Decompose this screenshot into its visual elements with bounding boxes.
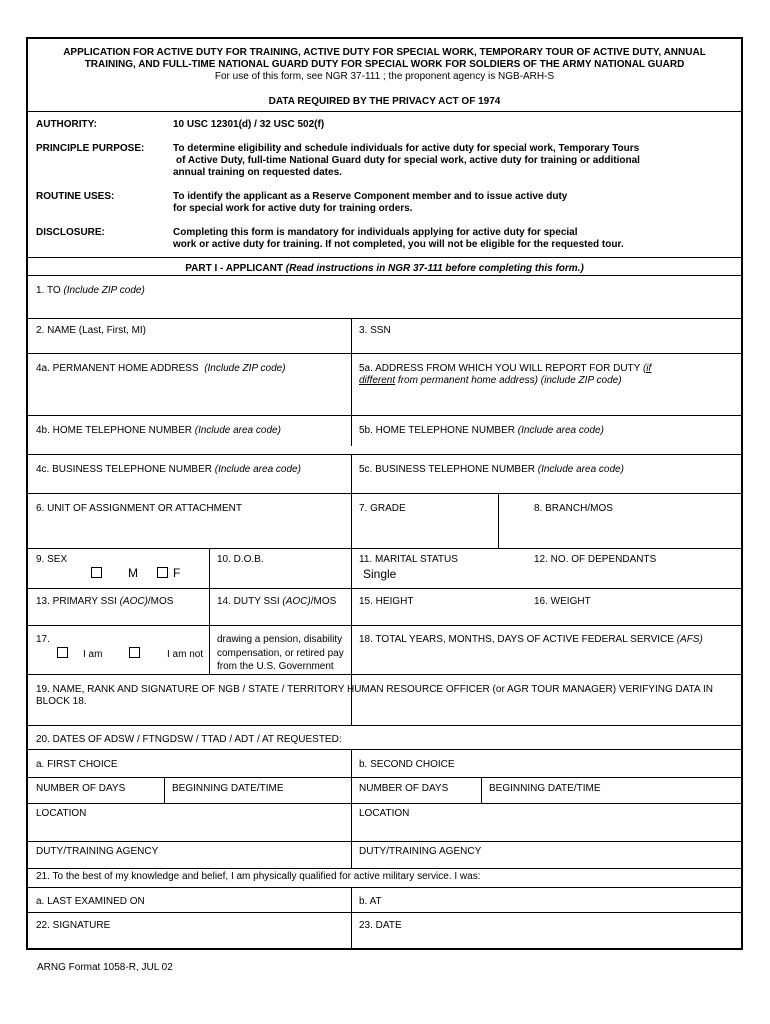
pension-text-line3: from the U.S. Government (217, 661, 334, 672)
sex-f-label: F (173, 566, 181, 580)
grade-field[interactable]: 7. GRADE (359, 503, 406, 514)
business-phone-2-field[interactable]: 5c. BUSINESS TELEPHONE NUMBER (Include area code) (359, 464, 624, 475)
branch-mos-field[interactable]: 8. BRANCH/MOS (534, 503, 613, 514)
part1-heading: PART I - APPLICANT (Read instructions in NGR 37-111 before completing this form.) (185, 263, 584, 274)
last-examined-field[interactable]: a. LAST EXAMINED ON (36, 896, 145, 907)
purpose-text-line2: of Active Duty, full-time National Guard duty for special work, active duty for training or additional (176, 155, 640, 166)
business-phone-field[interactable]: 4c. BUSINESS TELEPHONE NUMBER (Include area code) (36, 464, 301, 475)
home-phone-field[interactable]: 4b. HOME TELEPHONE NUMBER (Include area code) (36, 425, 281, 436)
sex-f-checkbox[interactable] (157, 567, 168, 578)
report-address-field[interactable]: 5a. ADDRESS FROM WHICH YOU WILL REPORT FOR DUTY (if (359, 363, 652, 374)
disclosure-label: DISCLOSURE: (36, 227, 105, 238)
routine-text-line1: To identify the applicant as a Reserve Component member and to issue active duty (173, 191, 568, 202)
report-address-note: different from permanent home address) (include ZIP code) (359, 375, 622, 386)
ssn-field[interactable]: 3. SSN (359, 325, 391, 336)
weight-field[interactable]: 16. WEIGHT (534, 596, 591, 607)
ngb-officer-field[interactable]: 19. NAME, RANK AND SIGNATURE OF NGB / STATE / TERRITORY HUMAN RESOURCE OFFICER (or AGR TOUR MANAGER) VERIFYING DATA IN (36, 684, 713, 695)
marital-status-value[interactable]: Single (363, 567, 397, 581)
ngb-officer-field-line2: BLOCK 18. (36, 696, 87, 707)
first-choice-label: a. FIRST CHOICE (36, 759, 118, 770)
authority-label: AUTHORITY: (36, 119, 97, 130)
purpose-text-line1: To determine eligibility and schedule individuals for active duty for special work, Temporary Tours (173, 143, 640, 154)
privacy-heading: DATA REQUIRED BY THE PRIVACY ACT OF 1974 (268, 96, 501, 107)
pension-text-line2: compensation, or retired pay (217, 648, 344, 659)
date-field[interactable]: 23. DATE (359, 920, 402, 931)
number-of-days-1-field[interactable]: NUMBER OF DAYS (36, 783, 126, 794)
marital-status-label: 11. MARITAL STATUS (359, 554, 458, 565)
number-of-days-2-field[interactable]: NUMBER OF DAYS (359, 783, 449, 794)
routine-label: ROUTINE USES: (36, 191, 115, 202)
form-title-line1: APPLICATION FOR ACTIVE DUTY FOR TRAINING, ACTIVE DUTY FOR SPECIAL WORK, TEMPORARY TOUR OF ACTIVE DUTY, ANNUAL (63, 47, 706, 58)
agency-2-field[interactable]: DUTY/TRAINING AGENCY (359, 846, 482, 857)
dob-field[interactable]: 10. D.O.B. (217, 554, 264, 565)
q17-label: 17. (36, 634, 50, 645)
sex-m-checkbox[interactable] (91, 567, 102, 578)
beginning-date-2-field[interactable]: BEGINNING DATE/TIME (489, 783, 601, 794)
disclosure-text-line2: work or active duty for training. If not completed, you will not be eligible for the requested tour. (173, 239, 624, 250)
dependants-field[interactable]: 12. NO. OF DEPENDANTS (534, 554, 657, 565)
i-am-not-checkbox[interactable] (129, 647, 140, 658)
divider (28, 111, 741, 112)
location-1-field[interactable]: LOCATION (36, 808, 87, 819)
sex-m-label: M (128, 566, 138, 580)
dates-requested-label: 20. DATES OF ADSW / FTNGDSW / TTAD / ADT / AT REQUESTED: (36, 734, 342, 745)
pension-text-line1: drawing a pension, disability (217, 634, 343, 645)
routine-text-line2: for special work for active duty for training orders. (173, 203, 413, 214)
name-field[interactable]: 2. NAME (Last, First, MI) (36, 325, 147, 336)
height-field[interactable]: 15. HEIGHT (359, 596, 414, 607)
i-am-not-label: I am not (167, 649, 204, 660)
beginning-date-1-field[interactable]: BEGINNING DATE/TIME (172, 783, 284, 794)
to-field[interactable]: 1. TO (Include ZIP code) (36, 285, 145, 296)
form-number: ARNG Format 1058-R, JUL 02 (37, 962, 173, 973)
form-subtitle: For use of this form, see NGR 37-111 ; the proponent agency is NGB-ARH-S (214, 71, 555, 82)
permanent-address-field[interactable]: 4a. PERMANENT HOME ADDRESS (Include ZIP code) (36, 363, 286, 374)
duty-ssi-field[interactable]: 14. DUTY SSI (AOC)/MOS (217, 596, 337, 607)
form-title-line2: TRAINING, AND FULL-TIME NATIONAL GUARD DUTY FOR SPECIAL WORK FOR SOLDIERS OF THE ARMY NATIONAL GUARD (84, 59, 685, 70)
sex-label: 9. SEX (36, 554, 68, 565)
i-am-label: I am (83, 649, 103, 660)
primary-ssi-field[interactable]: 13. PRIMARY SSI (AOC)/MOS (36, 596, 174, 607)
disclosure-text-line1: Completing this form is mandatory for individuals applying for active duty for special (173, 227, 578, 238)
physical-qualification-statement: 21. To the best of my knowledge and belief, I am physically qualified for active military service. I was: (36, 871, 481, 882)
second-choice-label: b. SECOND CHOICE (359, 759, 455, 770)
home-phone-2-field[interactable]: 5b. HOME TELEPHONE NUMBER (Include area code) (359, 425, 604, 436)
examined-at-field[interactable]: b. AT (359, 896, 382, 907)
authority-text: 10 USC 12301(d) / 32 USC 502(f) (173, 119, 325, 130)
afs-field[interactable]: 18. TOTAL YEARS, MONTHS, DAYS OF ACTIVE FEDERAL SERVICE (AFS) (359, 634, 703, 645)
location-2-field[interactable]: LOCATION (359, 808, 410, 819)
i-am-checkbox[interactable] (57, 647, 68, 658)
agency-1-field[interactable]: DUTY/TRAINING AGENCY (36, 846, 159, 857)
signature-field[interactable]: 22. SIGNATURE (36, 920, 111, 931)
application-form (26, 37, 743, 950)
purpose-label: PRINCIPLE PURPOSE: (36, 143, 145, 154)
unit-field[interactable]: 6. UNIT OF ASSIGNMENT OR ATTACHMENT (36, 503, 242, 514)
purpose-text-line3: annual training on requested dates. (173, 167, 342, 178)
